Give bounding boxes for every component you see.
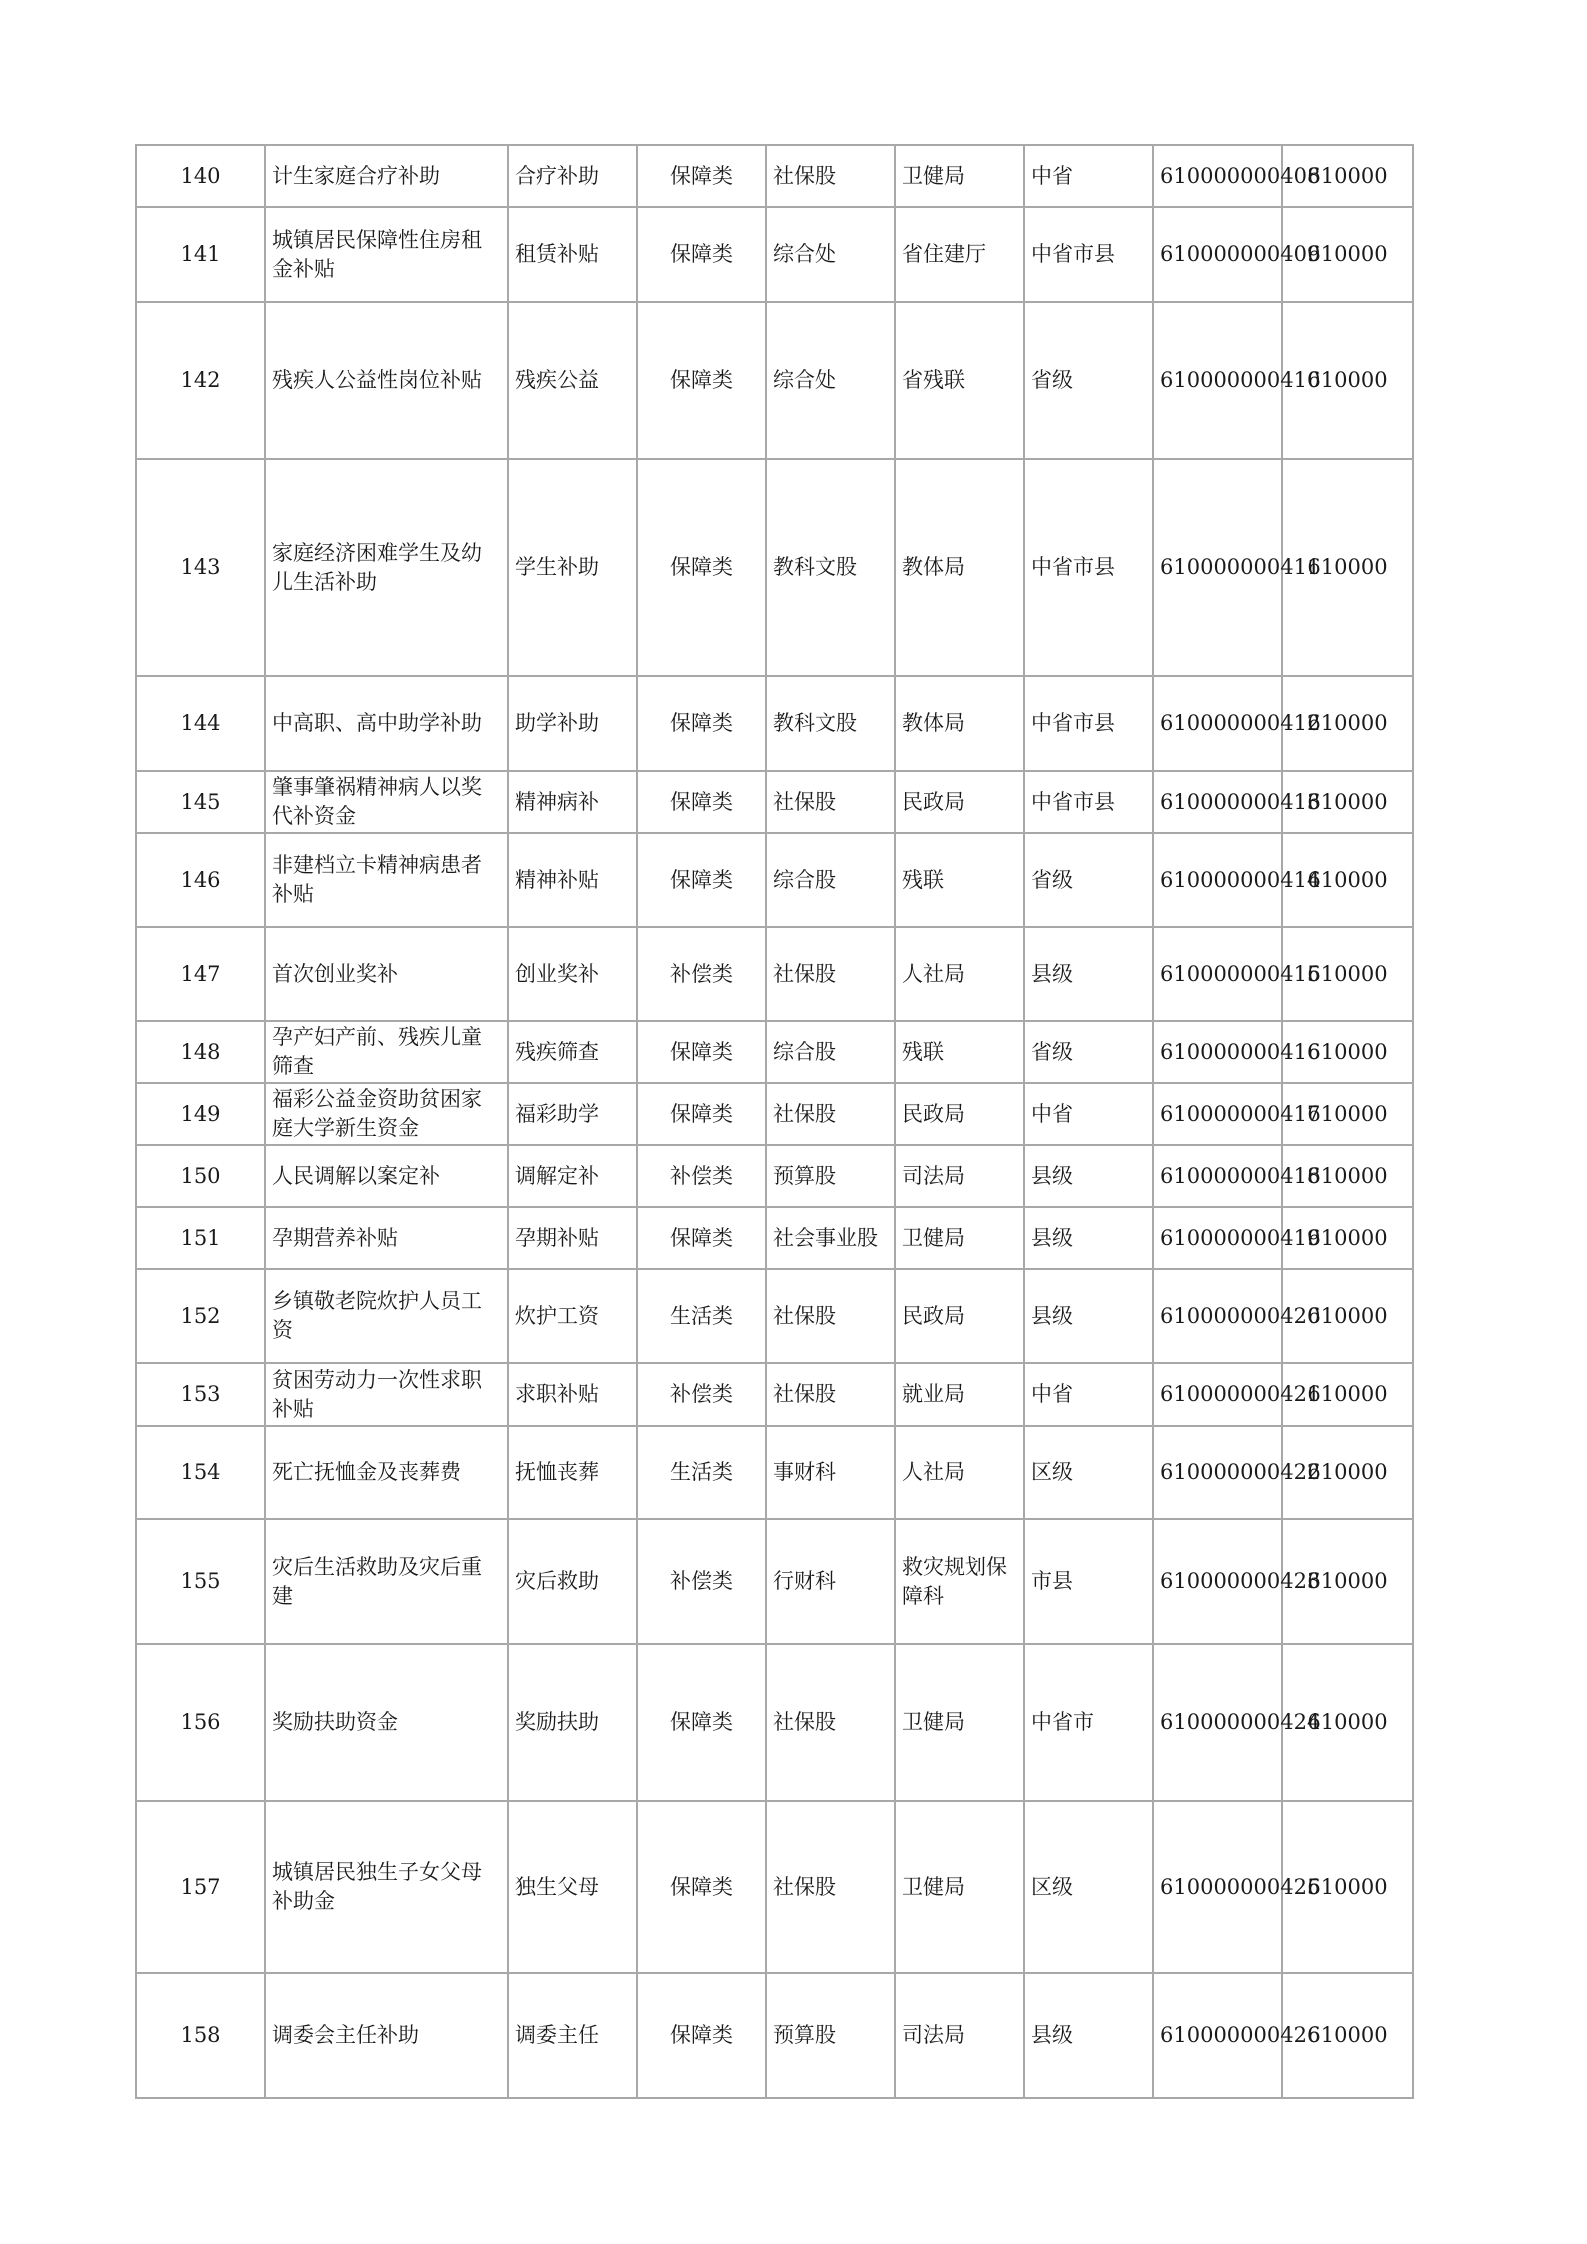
subsidy-name-cell: 计生家庭合疗补助 [265,145,508,207]
department-cell: 人社局 [895,1426,1024,1519]
short-name-cell: 求职补贴 [508,1363,637,1426]
table-row [136,1973,1413,2098]
category-cell: 保障类 [637,1021,766,1083]
item-code-cell: 610000000408 [1153,145,1282,207]
section-cell: 教科文股 [766,459,895,676]
region-code-cell: 610000 [1282,1269,1413,1363]
table-row [136,833,1413,927]
department-cell: 卫健局 [895,1801,1024,1973]
row-number-cell: 155 [136,1519,265,1644]
funding-level-cell: 中省 [1024,1083,1153,1145]
category-cell: 保障类 [637,1801,766,1973]
short-name-cell: 调委主任 [508,1973,637,2098]
category-cell: 保障类 [637,676,766,771]
subsidy-name-cell: 福彩公益金资助贫困家庭大学新生资金 [265,1083,508,1145]
region-code-cell: 610000 [1282,1207,1413,1269]
section-cell: 社保股 [766,771,895,833]
department-cell: 教体局 [895,676,1024,771]
table-row [136,927,1413,1021]
short-name-cell: 残疾公益 [508,302,637,459]
subsidy-name-cell: 调委会主任补助 [265,1973,508,2098]
subsidy-name-cell: 灾后生活救助及灾后重建 [265,1519,508,1644]
short-name-cell: 抚恤丧葬 [508,1426,637,1519]
item-code-cell: 610000000423 [1153,1519,1282,1644]
row-number-cell: 158 [136,1973,265,2098]
department-cell: 残联 [895,1021,1024,1083]
department-cell: 救灾规划保障科 [895,1519,1024,1644]
row-number-cell: 157 [136,1801,265,1973]
item-code-cell: 610000000426 [1153,1973,1282,2098]
short-name-cell: 精神病补 [508,771,637,833]
section-cell: 行财科 [766,1519,895,1644]
subsidy-name-cell: 残疾人公益性岗位补贴 [265,302,508,459]
section-cell: 综合处 [766,207,895,302]
department-cell: 卫健局 [895,1644,1024,1801]
department-cell: 民政局 [895,771,1024,833]
funding-level-cell: 县级 [1024,927,1153,1021]
department-cell: 司法局 [895,1145,1024,1207]
region-code-cell: 610000 [1282,1083,1413,1145]
section-cell: 综合处 [766,302,895,459]
short-name-cell: 灾后救助 [508,1519,637,1644]
section-cell: 综合股 [766,1021,895,1083]
row-number-cell: 151 [136,1207,265,1269]
category-cell: 保障类 [637,302,766,459]
short-name-cell: 合疗补助 [508,145,637,207]
short-name-cell: 独生父母 [508,1801,637,1973]
department-cell: 民政局 [895,1269,1024,1363]
row-number-cell: 144 [136,676,265,771]
table-row [136,145,1413,207]
funding-level-cell: 中省市 [1024,1644,1153,1801]
item-code-cell: 610000000425 [1153,1801,1282,1973]
table-row [136,1269,1413,1363]
item-code-cell: 610000000414 [1153,833,1282,927]
region-code-cell: 610000 [1282,1519,1413,1644]
subsidy-name-cell: 人民调解以案定补 [265,1145,508,1207]
section-cell: 社保股 [766,1269,895,1363]
department-cell: 教体局 [895,459,1024,676]
department-cell: 就业局 [895,1363,1024,1426]
region-code-cell: 610000 [1282,676,1413,771]
subsidy-name-cell: 家庭经济困难学生及幼儿生活补助 [265,459,508,676]
item-code-cell: 610000000410 [1153,302,1282,459]
section-cell: 教科文股 [766,676,895,771]
subsidy-name-cell: 孕期营养补贴 [265,1207,508,1269]
funding-level-cell: 中省市县 [1024,676,1153,771]
category-cell: 保障类 [637,1644,766,1801]
category-cell: 生活类 [637,1426,766,1519]
funding-level-cell: 县级 [1024,1207,1153,1269]
department-cell: 民政局 [895,1083,1024,1145]
subsidy-name-cell: 城镇居民保障性住房租金补贴 [265,207,508,302]
category-cell: 补偿类 [637,1363,766,1426]
category-cell: 补偿类 [637,1145,766,1207]
department-cell: 司法局 [895,1973,1024,2098]
table-row [136,1801,1413,1973]
category-cell: 补偿类 [637,927,766,1021]
section-cell: 社保股 [766,1083,895,1145]
item-code-cell: 610000000413 [1153,771,1282,833]
table-row [136,676,1413,771]
funding-level-cell: 区级 [1024,1426,1153,1519]
short-name-cell: 助学补助 [508,676,637,771]
short-name-cell: 创业奖补 [508,927,637,1021]
subsidy-name-cell: 中高职、高中助学补助 [265,676,508,771]
department-cell: 人社局 [895,927,1024,1021]
funding-level-cell: 中省 [1024,1363,1153,1426]
category-cell: 保障类 [637,207,766,302]
row-number-cell: 143 [136,459,265,676]
item-code-cell: 610000000419 [1153,1207,1282,1269]
item-code-cell: 610000000411 [1153,459,1282,676]
funding-level-cell: 中省市县 [1024,207,1153,302]
table-row [136,1207,1413,1269]
table-row [136,1519,1413,1644]
subsidy-name-cell: 非建档立卡精神病患者补贴 [265,833,508,927]
row-number-cell: 153 [136,1363,265,1426]
department-cell: 卫健局 [895,1207,1024,1269]
funding-level-cell: 省级 [1024,1021,1153,1083]
subsidy-name-cell: 死亡抚恤金及丧葬费 [265,1426,508,1519]
category-cell: 保障类 [637,1083,766,1145]
funding-level-cell: 中省 [1024,145,1153,207]
item-code-cell: 610000000421 [1153,1363,1282,1426]
item-code-cell: 610000000415 [1153,927,1282,1021]
category-cell: 保障类 [637,1973,766,2098]
short-name-cell: 学生补助 [508,459,637,676]
table-row [136,771,1413,833]
row-number-cell: 140 [136,145,265,207]
funding-level-cell: 县级 [1024,1269,1153,1363]
table-row [136,1083,1413,1145]
category-cell: 保障类 [637,459,766,676]
table-row [136,1426,1413,1519]
category-cell: 保障类 [637,145,766,207]
category-cell: 保障类 [637,771,766,833]
region-code-cell: 610000 [1282,1973,1413,2098]
region-code-cell: 610000 [1282,1145,1413,1207]
subsidy-name-cell: 首次创业奖补 [265,927,508,1021]
short-name-cell: 租赁补贴 [508,207,637,302]
row-number-cell: 152 [136,1269,265,1363]
section-cell: 综合股 [766,833,895,927]
item-code-cell: 610000000409 [1153,207,1282,302]
department-cell: 省残联 [895,302,1024,459]
category-cell: 保障类 [637,833,766,927]
table-row [136,1021,1413,1083]
region-code-cell: 610000 [1282,145,1413,207]
section-cell: 预算股 [766,1973,895,2098]
short-name-cell: 福彩助学 [508,1083,637,1145]
item-code-cell: 610000000417 [1153,1083,1282,1145]
section-cell: 事财科 [766,1426,895,1519]
category-cell: 保障类 [637,1207,766,1269]
subsidy-name-cell: 肇事肇祸精神病人以奖代补资金 [265,771,508,833]
funding-level-cell: 市县 [1024,1519,1153,1644]
item-code-cell: 610000000424 [1153,1644,1282,1801]
short-name-cell: 炊护工资 [508,1269,637,1363]
short-name-cell: 调解定补 [508,1145,637,1207]
row-number-cell: 148 [136,1021,265,1083]
table-row [136,207,1413,302]
table-row [136,1145,1413,1207]
item-code-cell: 610000000420 [1153,1269,1282,1363]
region-code-cell: 610000 [1282,771,1413,833]
row-number-cell: 154 [136,1426,265,1519]
section-cell: 预算股 [766,1145,895,1207]
row-number-cell: 150 [136,1145,265,1207]
short-name-cell: 奖励扶助 [508,1644,637,1801]
region-code-cell: 610000 [1282,1801,1413,1973]
category-cell: 补偿类 [637,1519,766,1644]
subsidy-name-cell: 乡镇敬老院炊护人员工资 [265,1269,508,1363]
subsidy-name-cell: 奖励扶助资金 [265,1644,508,1801]
subsidy-name-cell: 贫困劳动力一次性求职补贴 [265,1363,508,1426]
row-number-cell: 149 [136,1083,265,1145]
table-row [136,459,1413,676]
region-code-cell: 610000 [1282,1363,1413,1426]
short-name-cell: 残疾筛查 [508,1021,637,1083]
funding-level-cell: 区级 [1024,1801,1153,1973]
row-number-cell: 141 [136,207,265,302]
row-number-cell: 147 [136,927,265,1021]
section-cell: 社会事业股 [766,1207,895,1269]
subsidy-name-cell: 孕产妇产前、残疾儿童筛查 [265,1021,508,1083]
region-code-cell: 610000 [1282,1021,1413,1083]
funding-level-cell: 县级 [1024,1973,1153,2098]
region-code-cell: 610000 [1282,1426,1413,1519]
short-name-cell: 孕期补贴 [508,1207,637,1269]
section-cell: 社保股 [766,927,895,1021]
table-body [136,145,1413,2098]
category-cell: 生活类 [637,1269,766,1363]
table-row [136,1644,1413,1801]
funding-level-cell: 省级 [1024,302,1153,459]
region-code-cell: 610000 [1282,207,1413,302]
item-code-cell: 610000000418 [1153,1145,1282,1207]
region-code-cell: 610000 [1282,1644,1413,1801]
section-cell: 社保股 [766,1363,895,1426]
row-number-cell: 156 [136,1644,265,1801]
funding-level-cell: 县级 [1024,1145,1153,1207]
table-row [136,1363,1413,1426]
short-name-cell: 精神补贴 [508,833,637,927]
region-code-cell: 610000 [1282,459,1413,676]
section-cell: 社保股 [766,1644,895,1801]
table-row [136,302,1413,459]
department-cell: 残联 [895,833,1024,927]
subsidy-table [135,144,1414,2099]
region-code-cell: 610000 [1282,927,1413,1021]
department-cell: 省住建厅 [895,207,1024,302]
region-code-cell: 610000 [1282,833,1413,927]
subsidy-name-cell: 城镇居民独生子女父母补助金 [265,1801,508,1973]
item-code-cell: 610000000412 [1153,676,1282,771]
funding-level-cell: 中省市县 [1024,771,1153,833]
item-code-cell: 610000000416 [1153,1021,1282,1083]
row-number-cell: 142 [136,302,265,459]
funding-level-cell: 省级 [1024,833,1153,927]
row-number-cell: 145 [136,771,265,833]
section-cell: 社保股 [766,1801,895,1973]
item-code-cell: 610000000422 [1153,1426,1282,1519]
department-cell: 卫健局 [895,145,1024,207]
row-number-cell: 146 [136,833,265,927]
region-code-cell: 610000 [1282,302,1413,459]
funding-level-cell: 中省市县 [1024,459,1153,676]
section-cell: 社保股 [766,145,895,207]
